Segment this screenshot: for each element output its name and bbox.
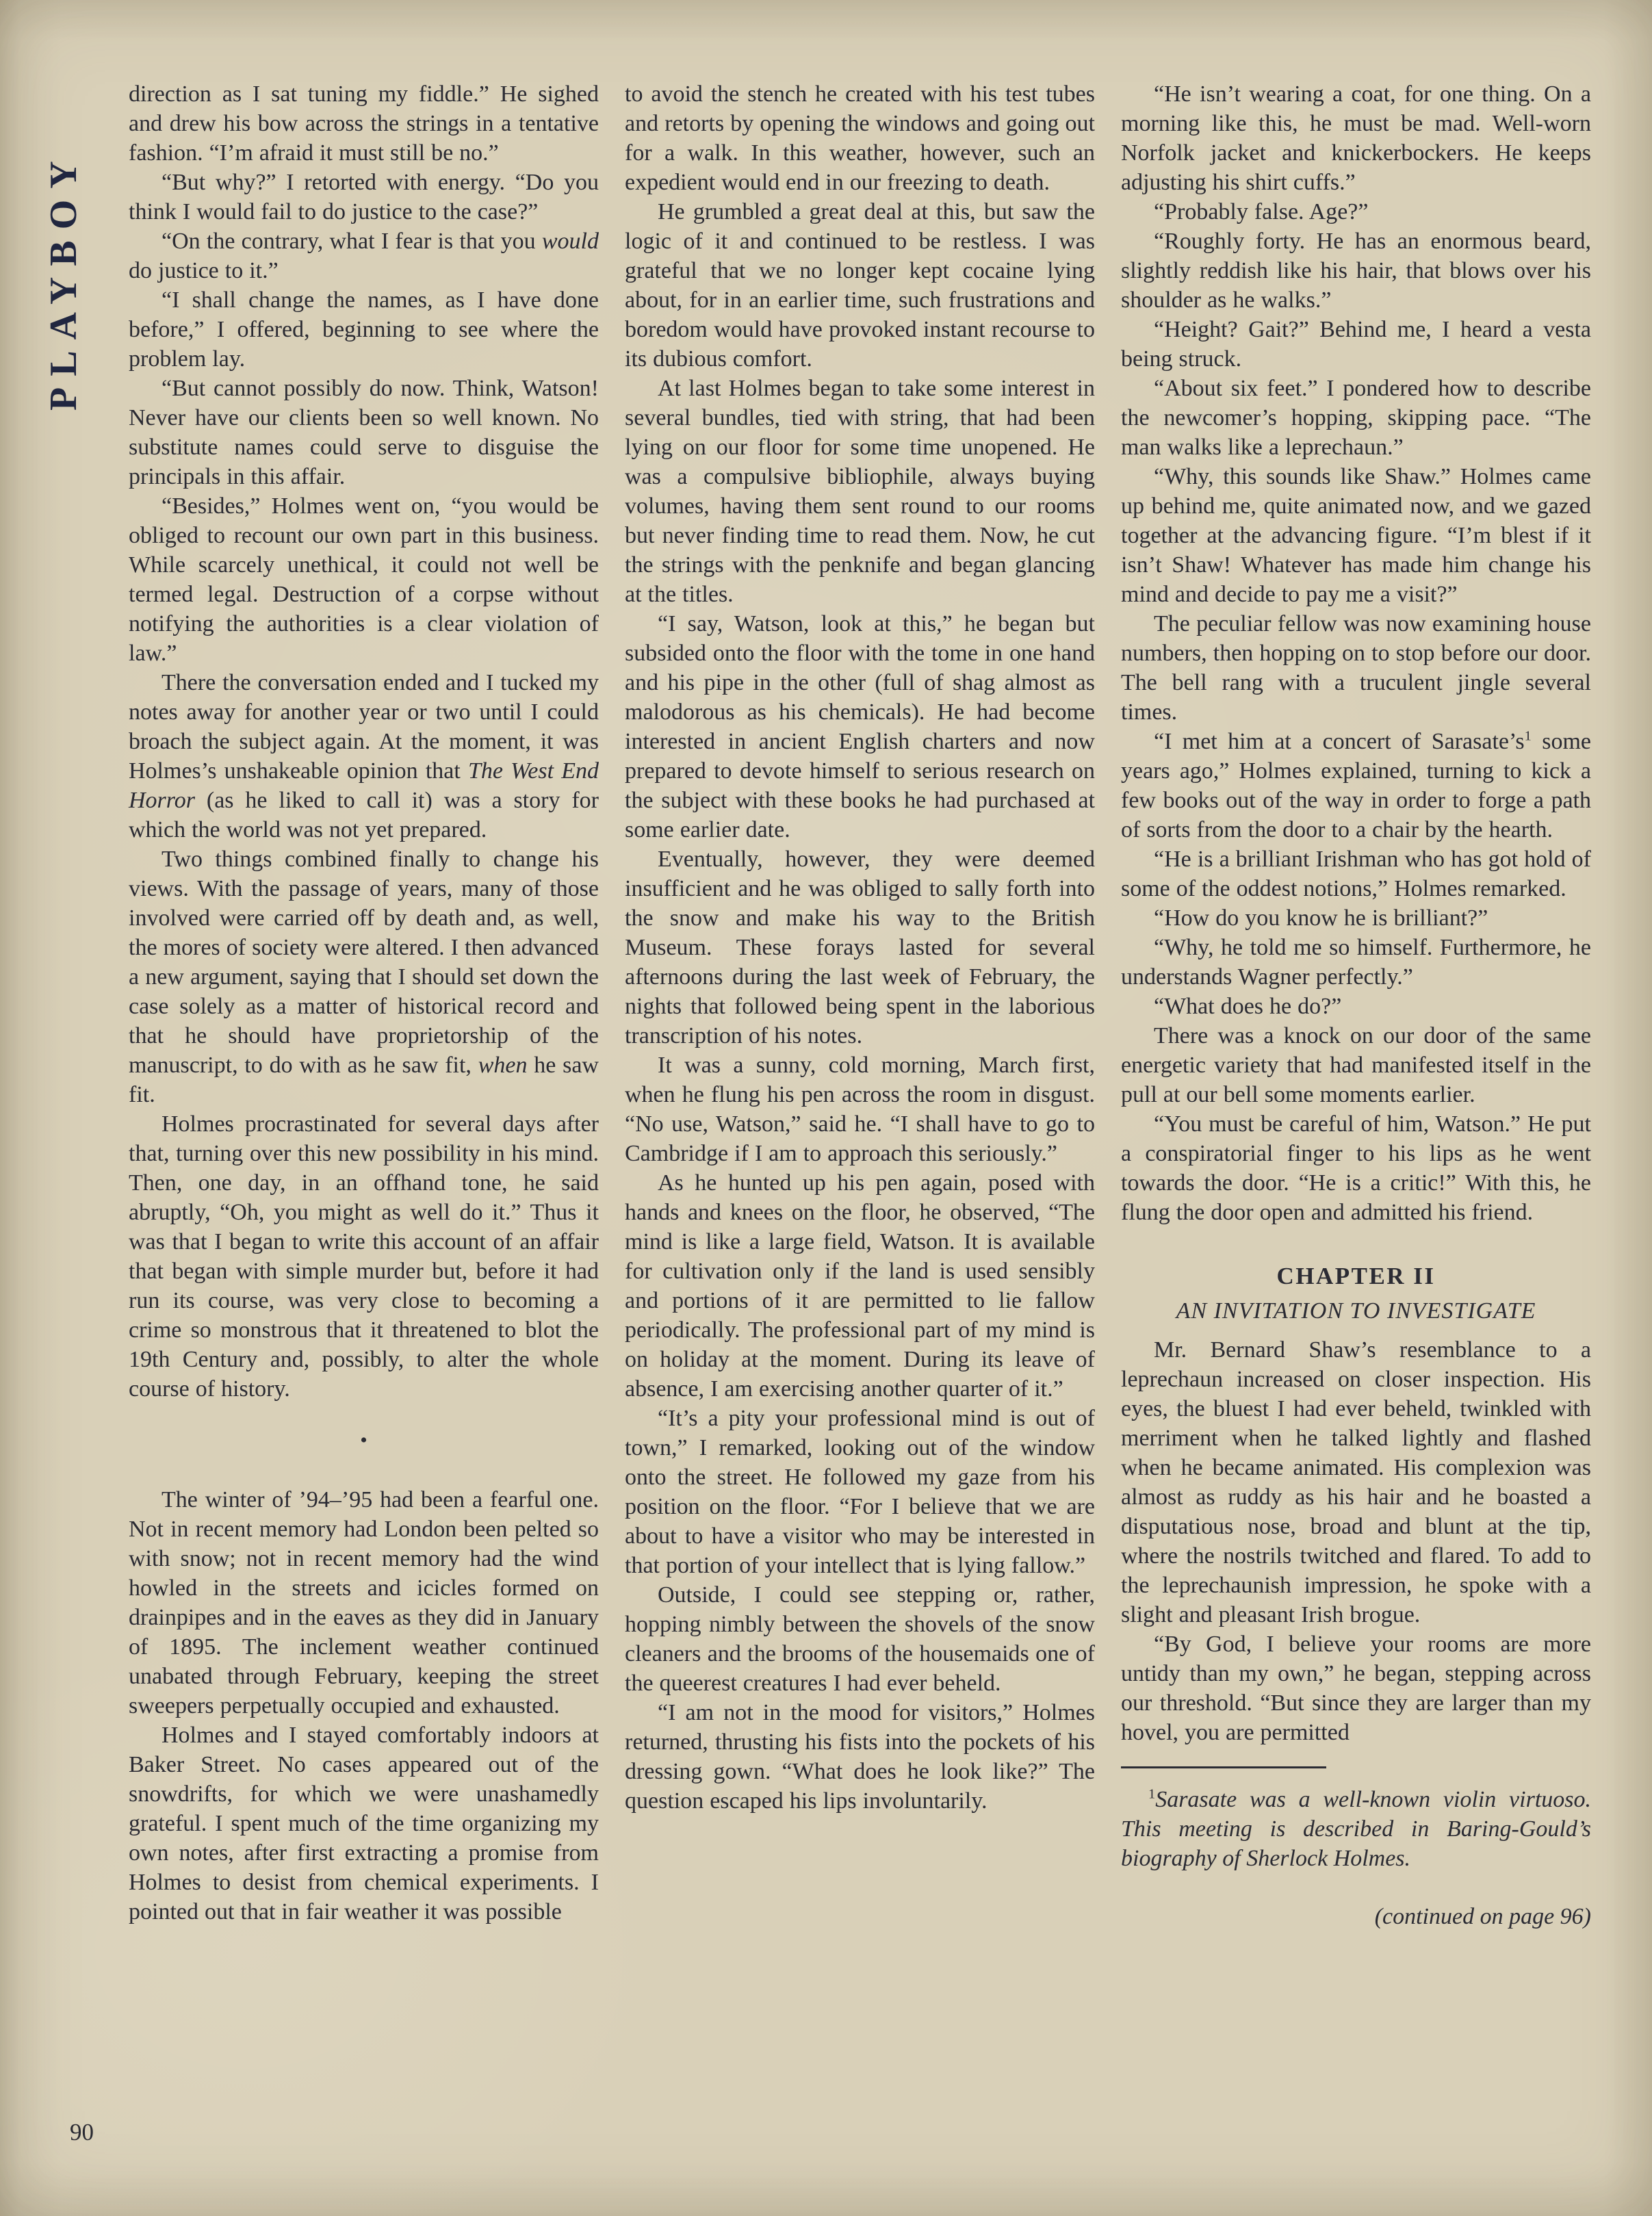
paragraph: direction as I sat tuning my fiddle.” He sighed and drew his bow across the strings in a tentative fashion. “I’m afraid it must still be no.” <box>129 81 599 166</box>
paragraph: to avoid the stench he created with his test tubes and retorts by opening the windows and going out for a walk. In this weather, however, such an expedient would end in our freezing to death. <box>625 81 1095 195</box>
paragraph: “On the contrary, what I fear is that you would do justice to it.” <box>129 229 599 283</box>
paragraph: “He isn’t wearing a coat, for one thing. On a morning like this, he must be mad. Well-worn Norfolk jacket and knickerbockers. He keeps adjusting his shirt cuffs.” <box>1121 81 1591 195</box>
paragraph: “I met him at a concert of Sarasate’s$^1$ some years ago,” Holmes explained, turning to kick a few books out of the way in order to forge a path of sorts from the door to a chair by the hearth. <box>1121 728 1591 842</box>
paragraph: “I am not in the mood for visitors,” Holmes returned, thrusting his fists into the pockets of his dressing gown. “What does he look like?” The question escaped his lips involuntarily. <box>625 1700 1095 1814</box>
paragraph: The peculiar fellow was now examining house numbers, then hopping on to stop before our door. The bell rang with a truculent jingle several times. <box>1121 611 1591 725</box>
continued-note <box>1121 1902 1591 1931</box>
paragraph: Two things combined finally to change his views. With the passage of years, many of those involved were carried off by death and, as well, the mores of society were altered. I then advanced a new argument, saying that I should set down the case solely as a matter of historical record and that he should have proprietorship of the manuscript, to do with as he saw fit, when he saw fit. <box>129 847 599 1107</box>
chapter-subtitle: AN INVITATION TO INVESTIGATE <box>1176 1298 1536 1324</box>
paragraph: It was a sunny, cold morning, March first, when he flung his pen across the room in disgust. “No use, Watson,” said he. “I shall have to go to Cambridge if I am to approach this seriously.” <box>625 1053 1095 1166</box>
italic-text: when <box>478 1053 528 1078</box>
chapter-heading: CHAPTER II <box>1276 1263 1436 1289</box>
italic-text: would <box>541 229 599 254</box>
paragraph: “But why?” I retorted with energy. “Do you think I would fail to do justice to the case?” <box>129 170 599 224</box>
paragraph: There the conversation ended and I tucked my notes away for another year or two until I could broach the subject again. At the moment, it was Holmes’s unshakeable opinion that The West End Horror (as he liked to call it) was a story for which the world was not yet prepared. <box>129 670 599 842</box>
text-column-3 <box>1121 79 1591 1931</box>
footnote <box>1121 1766 1591 1873</box>
paragraph: Outside, I could see stepping or, rather, hopping nimbly between the shovels of the snow cleaners and the brooms of the housemaids one of the queerest creatures I had ever beheld. <box>625 1582 1095 1696</box>
text-column-1 <box>129 79 599 1931</box>
footnote-italic: Sarasate was a well-known violin virtuoso. This meeting is described in Baring-Gould’s biography of Sherlock Holmes. <box>1121 1787 1591 1871</box>
paragraph: “By God, I believe your rooms are more untidy than my own,” he began, stepping across our threshold. “But since they are larger than my hovel, you are permitted <box>1121 1632 1591 1745</box>
paragraph: “It’s a pity your professional mind is out of town,” I remarked, looking out of the window onto the street. He followed my gaze from his position on the floor. “For I believe that we are about to have a visitor who may be interested in that portion of your intellect that is lying fallow.” <box>625 1406 1095 1578</box>
paragraph: Mr. Bernard Shaw’s resemblance to a leprechaun increased on closer inspection. His eyes, the bluest I had ever beheld, twinkled with merriment when he talked lightly and flashed when he became animated. His complexion was almost as ruddy as his hair and he boasted a disputatious nose, broad and blunt at the tip, where the nostrils twitched and flared. To add to the leprechaunish impression, he spoke with a slight and pleasant Irish brogue. <box>1121 1337 1591 1627</box>
paragraph: Holmes procrastinated for several days after that, turning over this new possibility in his mind. Then, one day, in an offhand tone, he said abruptly, “Oh, you might as well do it.” Thus it was that I began to write this account of an affair that began with simple murder but, before it had run its course, was very close to becoming a crime so monstrous that it threatened to blot the 19th Century and, possibly, to alter the whole course of history. <box>129 1111 599 1402</box>
paragraph: The winter of ’94–’95 had been a fearful one. Not in recent memory had London been pelted so with snow; not in recent memory had the wind howled in the streets and icicles formed on drainpipes and in the eaves as they did in January of 1895. The inclement weather continued unabated through February, keeping the street sweepers perpetually occupied and exhausted. <box>129 1487 599 1718</box>
paragraph: “Why, he told me so himself. Furthermore, he understands Wagner perfectly.” <box>1121 935 1591 990</box>
paragraph: “About six feet.” I pondered how to describe the newcomer’s hopping, skipping pace. “The man walks like a leprechaun.” <box>1121 376 1591 460</box>
article-body <box>129 79 1592 1931</box>
paragraph: There was a knock on our door of the same energetic variety that had manifested itself in the pull at our bell some moments earlier. <box>1121 1023 1591 1107</box>
footnote-text <box>1121 1785 1591 1873</box>
footnote-marker: 1 <box>1148 1786 1156 1802</box>
paragraph: “Besides,” Holmes went on, “you would be obliged to recount our own part in this business. While scarcely unethical, it could not well be termed legal. Destruction of a corpse without notifying the authorities is a clear violation of law.” <box>129 493 599 666</box>
section-separator: • <box>360 1429 367 1452</box>
paragraph: Eventually, however, they were deemed insufficient and he was obliged to sally forth into the snow and make his way to the British Museum. These forays lasted for several afternoons during the last week of February, the nights that followed being spent in the laborious transcription of his notes. <box>625 847 1095 1048</box>
magazine-title-vertical: PLAYBOY <box>42 150 85 411</box>
paragraph: “Probably false. Age?” <box>1154 199 1369 224</box>
paragraph: At last Holmes began to take some interest in several bundles, tied with string, that had been lying on our floor for some time unopened. He was a compulsive bibliophile, always buying volumes, having them sent round to our rooms but never finding time to read them. Now, he cut the strings with the penknife and began glancing at the titles. <box>625 376 1095 607</box>
paragraph: “How do you know he is brilliant?” <box>1154 905 1488 931</box>
continued-italic: (continued on page 96) <box>1374 1904 1591 1929</box>
paragraph: “I say, Watson, look at this,” he began but subsided onto the floor with the tome in one hand and his pipe in the other (full of shag almost as malodorous as his chemicals). He had become interested in ancient English charters and now prepared to devote himself to serious research on the subject with these books he had purchased at some earlier date. <box>625 611 1095 842</box>
paragraph: “He is a brilliant Irishman who has got hold of some of the oddest notions,” Holmes remarked. <box>1121 847 1591 901</box>
footnote-rule <box>1121 1766 1326 1768</box>
paragraph: “What does he do?” <box>1154 994 1342 1019</box>
paragraph: “Roughly forty. He has an enormous beard, slightly reddish like his hair, that blows over his shoulder as he walks.” <box>1121 229 1591 313</box>
paragraph: He grumbled a great deal at this, but saw the logic of it and continued to be restless. I was grateful that we no longer kept cocaine lying about, for in an earlier time, such frustrations and boredom would have provoked instant recourse to its dubious comfort. <box>625 199 1095 372</box>
page-number: 90 <box>70 2119 94 2146</box>
text-column-2 <box>625 79 1095 1931</box>
paragraph: “Why, this sounds like Shaw.” Holmes came up behind me, quite animated now, and we gazed together at the advancing figure. “I’m blest if it isn’t Shaw! Whatever has made him change his mind and decide to pay me a visit?” <box>1121 464 1591 607</box>
paragraph: “Height? Gait?” Behind me, I heard a vesta being struck. <box>1121 317 1591 372</box>
footnote-marker: 1 <box>1524 728 1532 744</box>
paragraph: Holmes and I stayed comfortably indoors at Baker Street. No cases appeared out of the snowdrifts, for which we were unashamedly grateful. I spent much of the time organizing my own notes, after first extracting a promise from Holmes to desist from chemical experiments. I pointed out that in fair weather it was possible <box>129 1723 599 1924</box>
paragraph: “You must be careful of him, Watson.” He put a conspiratorial finger to his lips as he went towards the door. “He is a critic!” With this, he flung the door open and admitted his friend. <box>1121 1111 1591 1225</box>
paragraph: “I shall change the names, as I have done before,” I offered, beginning to see where the problem lay. <box>129 287 599 372</box>
paragraph: As he hunted up his pen again, posed with hands and knees on the floor, he observed, “The mind is like a large field, Watson. It is available for cultivation only if the land is used sensibly and portions of it are permitted to lie fallow periodically. The professional part of my mind is on holiday at the moment. During its leave of absence, I am exercising another quarter of it.” <box>625 1170 1095 1402</box>
italic-text: The West End Horror <box>129 758 599 813</box>
paragraph: “But cannot possibly do now. Think, Watson! Never have our clients been so well known. No substitute names could serve to disguise the principals in this affair. <box>129 376 599 489</box>
